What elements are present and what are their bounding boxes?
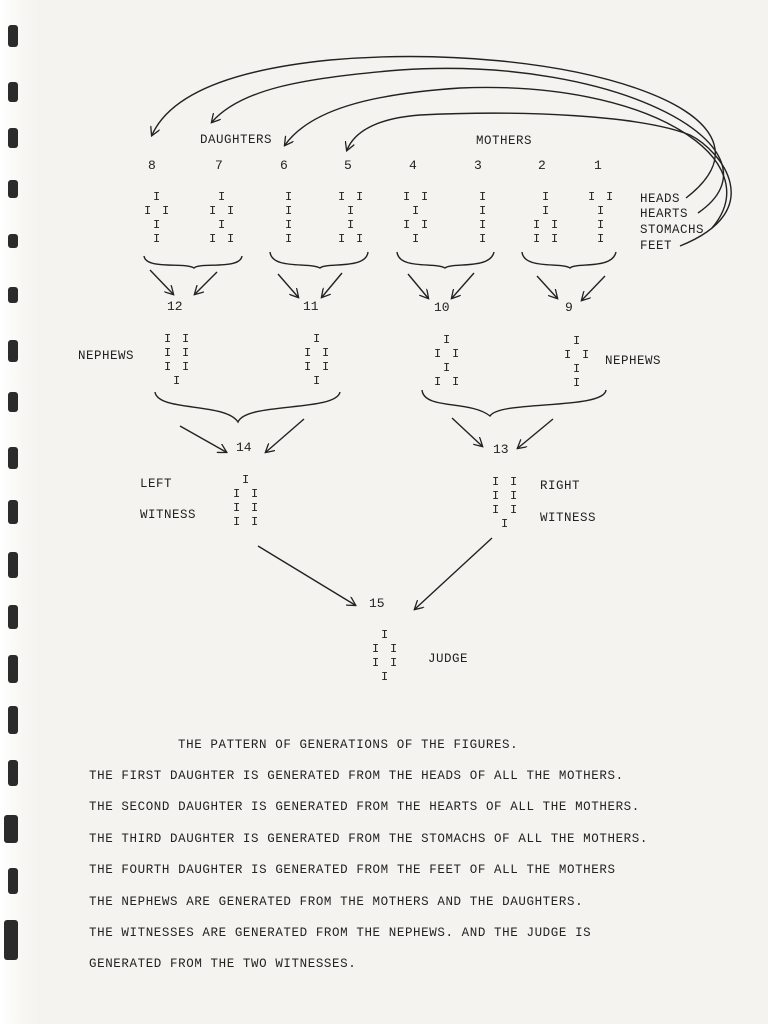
heads-to-daughter-8-arrow — [152, 57, 715, 198]
figure-mark: I — [492, 503, 500, 517]
figure-mark: I — [452, 375, 460, 389]
figure-mark: I — [356, 232, 364, 246]
caption-line-4: THE FOURTH DAUGHTER IS GENERATED FROM THE FEET OF ALL THE MOTHERS — [89, 863, 616, 877]
heads-label: HEADS — [640, 192, 681, 206]
figure-mark: I — [510, 475, 518, 489]
brace-4-3 — [397, 252, 494, 268]
figure-row — [160, 346, 200, 360]
figure-mark: I — [390, 642, 398, 656]
figure-3 — [466, 190, 506, 246]
caption-line-2: THE SECOND DAUGHTER IS GENERATED FROM THE HEARTS OF ALL THE MOTHERS. — [89, 800, 640, 814]
figure-mark: I — [564, 348, 572, 362]
figure-mark: I — [510, 489, 518, 503]
figure-mark: I — [452, 347, 460, 361]
figure-mark: I — [322, 360, 330, 374]
figure-number-10: 10 — [434, 300, 450, 315]
figure-mark: I — [606, 190, 614, 204]
caption-title: THE PATTERN OF GENERATIONS OF THE FIGURES. — [178, 738, 519, 752]
figure-row — [529, 218, 569, 232]
figure-4 — [399, 190, 439, 246]
figure-number-15: 15 — [369, 596, 385, 611]
figure-mark: I — [443, 333, 451, 347]
figure-11 — [300, 332, 340, 388]
figure-row — [140, 218, 180, 232]
figure-mark: I — [182, 360, 190, 374]
figure-row — [399, 218, 439, 232]
figure-mark: I — [285, 218, 293, 232]
figure-row — [368, 670, 408, 684]
figure-13 — [488, 475, 528, 531]
figure-mark: I — [227, 204, 235, 218]
nephews-label-left: NEPHEWS — [78, 349, 135, 363]
figure-row — [584, 190, 624, 204]
figure-mark: I — [597, 232, 605, 246]
figure-mark: I — [347, 204, 355, 218]
figure-mark: I — [182, 332, 190, 346]
figure-number-9: 9 — [565, 300, 573, 315]
figure-mark: I — [412, 204, 420, 218]
figure-row — [466, 218, 506, 232]
brace-6-5 — [270, 252, 368, 268]
figure-row — [399, 204, 439, 218]
figure-row — [584, 218, 624, 232]
figure-mark: I — [304, 346, 312, 360]
figure-mark: I — [542, 204, 550, 218]
figure-mark: I — [162, 204, 170, 218]
figure-mark: I — [551, 218, 559, 232]
figure-mark: I — [338, 232, 346, 246]
figure-mark: I — [164, 346, 172, 360]
figure-number-12: 12 — [167, 299, 183, 314]
figure-mark: I — [144, 204, 152, 218]
figure-number-14: 14 — [236, 440, 252, 455]
figure-mark: I — [209, 204, 217, 218]
figure-row — [368, 628, 408, 642]
figure-row — [488, 475, 528, 489]
figure-number-3: 3 — [474, 158, 482, 173]
caption-line-1: THE FIRST DAUGHTER IS GENERATED FROM THE HEADS OF ALL THE MOTHERS. — [89, 769, 624, 783]
figure-number-11: 11 — [303, 299, 319, 314]
figure-row — [205, 204, 245, 218]
figure-row — [205, 190, 245, 204]
figure-mark: I — [390, 656, 398, 670]
figure-row — [229, 501, 269, 515]
brace-12-11 — [155, 392, 340, 422]
figure-row — [272, 204, 312, 218]
figure-row — [560, 362, 600, 376]
figure-1 — [584, 190, 624, 246]
figure-mark: I — [597, 204, 605, 218]
figure-mark: I — [479, 204, 487, 218]
figure-row — [466, 232, 506, 246]
figure-mark: I — [164, 332, 172, 346]
figure-row — [399, 232, 439, 246]
figure-mark: I — [322, 346, 330, 360]
figure-mark: I — [421, 218, 429, 232]
figure-row — [272, 218, 312, 232]
figure-mark: I — [479, 190, 487, 204]
figure-mark: I — [218, 190, 226, 204]
figure-12 — [160, 332, 200, 388]
figure-row — [300, 346, 340, 360]
caption-line-6: THE WITNESSES ARE GENERATED FROM THE NEPHEWS. AND THE JUDGE IS — [89, 926, 592, 940]
figure-row — [560, 334, 600, 348]
figure-7 — [205, 190, 245, 246]
figure-row — [300, 374, 340, 388]
right-witness-label: WITNESS — [540, 511, 597, 525]
figure-row — [466, 190, 506, 204]
figure-mark: I — [242, 473, 250, 487]
figure-row — [529, 232, 569, 246]
figure-mark: I — [153, 232, 161, 246]
figure-mark: I — [347, 218, 355, 232]
figure-row — [560, 348, 600, 362]
figure-14 — [229, 473, 269, 529]
brace-8-7 — [144, 256, 242, 268]
figure-row — [140, 190, 180, 204]
figure-mark: I — [381, 670, 389, 684]
figure-mark: I — [588, 190, 596, 204]
figure-mark: I — [443, 361, 451, 375]
figure-10 — [430, 333, 470, 389]
figure-row — [529, 190, 569, 204]
figure-mark: I — [434, 375, 442, 389]
figure-mark: I — [233, 501, 241, 515]
figure-mark: I — [542, 190, 550, 204]
figure-row — [334, 218, 374, 232]
figure-number-4: 4 — [409, 158, 417, 173]
figure-row — [488, 503, 528, 517]
figure-mark: I — [573, 362, 581, 376]
figure-row — [430, 333, 470, 347]
brace-10-9 — [422, 390, 606, 416]
figure-row — [334, 204, 374, 218]
figure-mark: I — [501, 517, 509, 531]
figure-row — [368, 642, 408, 656]
stomachs-label: STOMACHS — [640, 223, 705, 237]
figure-row — [334, 232, 374, 246]
figure-6 — [272, 190, 312, 246]
figure-number-13: 13 — [493, 442, 509, 457]
figure-mark: I — [218, 218, 226, 232]
figure-mark: I — [251, 501, 259, 515]
figure-2 — [529, 190, 569, 246]
figure-mark: I — [421, 190, 429, 204]
figure-mark: I — [372, 656, 380, 670]
figure-row — [300, 360, 340, 374]
figure-row — [205, 232, 245, 246]
figure-mark: I — [285, 204, 293, 218]
figure-number-8: 8 — [148, 158, 156, 173]
figure-mark: I — [285, 232, 293, 246]
figure-row — [160, 360, 200, 374]
figure-8 — [140, 190, 180, 246]
figure-row — [334, 190, 374, 204]
figure-mark: I — [533, 218, 541, 232]
figure-row — [229, 473, 269, 487]
figure-mark: I — [338, 190, 346, 204]
figure-number-5: 5 — [344, 158, 352, 173]
figure-mark: I — [313, 374, 321, 388]
figure-mark: I — [492, 489, 500, 503]
figure-mark: I — [227, 232, 235, 246]
figure-9 — [560, 334, 600, 390]
figure-number-2: 2 — [538, 158, 546, 173]
figure-mark: I — [313, 332, 321, 346]
caption-line-5: THE NEPHEWS ARE GENERATED FROM THE MOTHERS AND THE DAUGHTERS. — [89, 895, 584, 909]
figure-row — [205, 218, 245, 232]
figure-mark: I — [597, 218, 605, 232]
figure-15 — [368, 628, 408, 684]
figure-mark: I — [403, 218, 411, 232]
figure-mark: I — [285, 190, 293, 204]
figure-row — [140, 204, 180, 218]
figure-row — [488, 489, 528, 503]
feet-label: FEET — [640, 239, 673, 253]
figure-mark: I — [356, 190, 364, 204]
figure-mark: I — [251, 487, 259, 501]
figure-mark: I — [153, 218, 161, 232]
figure-mark: I — [403, 190, 411, 204]
left-label: LEFT — [140, 477, 173, 491]
figure-row — [466, 204, 506, 218]
figure-mark: I — [551, 232, 559, 246]
figure-row — [430, 361, 470, 375]
left-witness-label: WITNESS — [140, 508, 197, 522]
figure-mark: I — [304, 360, 312, 374]
figure-mark: I — [209, 232, 217, 246]
figure-mark: I — [182, 346, 190, 360]
caption-line-7: GENERATED FROM THE TWO WITNESSES. — [89, 957, 357, 971]
caption-line-3: THE THIRD DAUGHTER IS GENERATED FROM THE STOMACHS OF ALL THE MOTHERS. — [89, 832, 648, 846]
figure-mark: I — [582, 348, 590, 362]
figure-row — [272, 232, 312, 246]
figure-mark: I — [153, 190, 161, 204]
figure-row — [368, 656, 408, 670]
figure-mark: I — [510, 503, 518, 517]
right-label: RIGHT — [540, 479, 581, 493]
figure-row — [430, 347, 470, 361]
figure-mark: I — [381, 628, 389, 642]
figure-row — [140, 232, 180, 246]
figure-mark: I — [479, 232, 487, 246]
figure-mark: I — [233, 515, 241, 529]
judge-label: JUDGE — [428, 652, 469, 666]
figure-row — [488, 517, 528, 531]
figure-mark: I — [164, 360, 172, 374]
figure-row — [272, 190, 312, 204]
daughters-label: DAUGHTERS — [200, 133, 273, 147]
figure-row — [584, 204, 624, 218]
figure-row — [529, 204, 569, 218]
figure-mark: I — [251, 515, 259, 529]
figure-mark: I — [412, 232, 420, 246]
figure-row — [300, 332, 340, 346]
nephews-label-right: NEPHEWS — [605, 354, 662, 368]
figure-row — [160, 332, 200, 346]
figure-row — [584, 232, 624, 246]
figure-row — [399, 190, 439, 204]
figure-number-6: 6 — [280, 158, 288, 173]
figure-row — [160, 374, 200, 388]
figure-mark: I — [173, 374, 181, 388]
figure-mark: I — [573, 334, 581, 348]
hearts-label: HEARTS — [640, 207, 689, 221]
figure-5 — [334, 190, 374, 246]
figure-mark: I — [434, 347, 442, 361]
figure-mark: I — [233, 487, 241, 501]
figure-row — [560, 376, 600, 390]
figure-mark: I — [492, 475, 500, 489]
figure-row — [229, 487, 269, 501]
figure-row — [430, 375, 470, 389]
brace-2-1 — [522, 252, 616, 268]
figure-number-1: 1 — [594, 158, 602, 173]
figure-mark: I — [533, 232, 541, 246]
figure-mark: I — [372, 642, 380, 656]
figure-number-7: 7 — [215, 158, 223, 173]
figure-mark: I — [573, 376, 581, 390]
figure-mark: I — [479, 218, 487, 232]
figure-row — [229, 515, 269, 529]
mothers-label: MOTHERS — [476, 134, 533, 148]
